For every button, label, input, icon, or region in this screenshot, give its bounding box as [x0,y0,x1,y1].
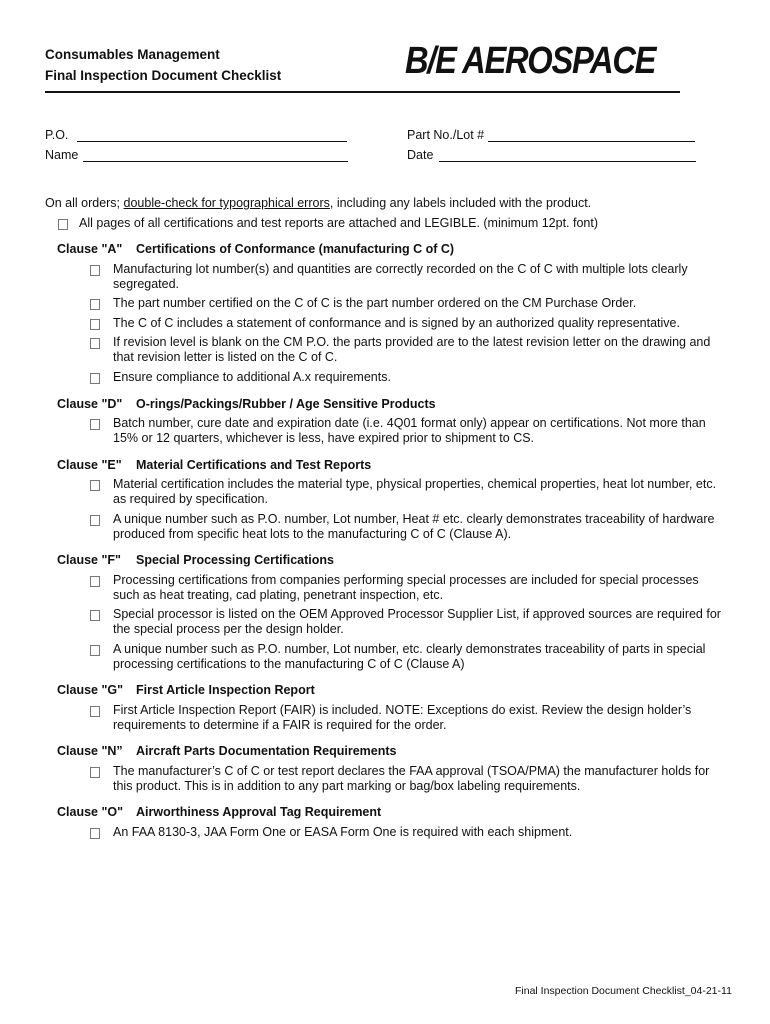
intro-prefix: On all orders; [45,196,124,210]
checkbox[interactable] [90,373,100,384]
date-field[interactable] [439,147,696,162]
checkbox[interactable] [90,645,100,656]
item-text: A unique number such as P.O. number, Lot number, Heat # etc. clearly demonstrates traceability of hardware produced from specific heat lots to the manufacturing C of C (Clause A). [113,512,715,541]
checkbox[interactable] [90,299,100,310]
item-text: Batch number, cure date and expiration date (i.e. 4Q01 format only) appear on certifications. Not more than 15% or 12 quarters, whichever is less, have expired prior to shipment to CS. [113,416,706,445]
item-text: Processing certifications from companies performing special processes are included for special processes such as heat treating, cad plating, penetrant inspection, etc. [113,573,699,602]
clause-id: Clause "O" [57,805,124,819]
clause-title: Airworthiness Approval Tag Requirement [136,805,382,819]
name-field[interactable] [83,147,348,162]
checkbox[interactable] [58,219,68,230]
checkbox[interactable] [90,480,100,491]
name-label: Name [45,148,79,162]
checkbox[interactable] [90,419,100,430]
checkbox[interactable] [90,265,100,276]
clause-id: Clause "A" [57,242,123,256]
item-text: Special processor is listed on the OEM Approved Processor Supplier List, if approved sources are required for the special process per the design holder. [113,607,721,636]
clause-id: Clause "D" [57,397,123,411]
checkbox[interactable] [90,610,100,621]
doc-title-line1: Consumables Management [45,47,220,62]
item-text: Material certification includes the material type, physical properties, chemical properties, heat lot number, etc. as required by specification. [113,477,717,506]
intro-emphasis: double-check for typographical errors [123,196,330,210]
clause-id: Clause "N” [57,744,123,758]
part-lot-label: Part No./Lot # [407,128,485,142]
clause-n-heading [57,744,396,758]
po-field[interactable] [77,127,347,142]
checkbox[interactable] [90,576,100,587]
clause-e-heading [57,458,371,472]
clause-id: Clause "G" [57,683,124,697]
checkbox[interactable] [90,338,100,349]
checkbox[interactable] [90,515,100,526]
clause-title: Aircraft Parts Documentation Requirements [136,744,397,758]
item-text: If revision level is blank on the CM P.O. the parts provided are to the latest revision letter on the drawing and that revision letter is listed on the C of C. [113,335,711,364]
part-lot-field[interactable] [488,127,695,142]
checkbox[interactable] [90,767,100,778]
doc-title-line2: Final Inspection Document Checklist [45,68,282,83]
intro-item-text: All pages of all certifications and test reports are attached and LEGIBLE. (minimum 12pt. font) [79,216,599,230]
item-text: Ensure compliance to additional A.x requirements. [113,370,391,384]
po-label: P.O. [45,128,69,142]
clause-o-heading [57,805,381,819]
item-text: A unique number such as P.O. number, Lot number, etc. clearly demonstrates traceability of parts in special processing certifications to the manufacturing C of C (Clause A) [113,642,706,671]
clause-g-heading [57,683,315,697]
date-label: Date [407,148,434,162]
clause-title: Special Processing Certifications [136,553,334,567]
clause-f-heading [57,553,334,567]
intro-suffix: , including any labels included with the product. [329,196,592,210]
clause-title: Material Certifications and Test Reports [136,458,372,472]
clause-id: Clause "F" [57,553,121,567]
intro-text [45,196,591,211]
company-logo: B/E AEROSPACE [405,40,656,82]
clause-id: Clause "E" [57,458,122,472]
clause-title: Certifications of Conformance (manufacturing C of C) [136,242,455,256]
item-text: First Article Inspection Report (FAIR) is included. NOTE: Exceptions do exist. Review the design holder’s requirements to determine if a FAIR is required for the order. [113,703,692,732]
item-text: An FAA 8130-3, JAA Form One or EASA Form One is required with each shipment. [113,825,573,839]
item-text: The C of C includes a statement of conformance and is signed by an authorized quality representative. [113,316,680,330]
item-text: Manufacturing lot number(s) and quantities are correctly recorded on the C of C with multiple lots clearly segregated. [113,262,688,291]
checkbox[interactable] [90,828,100,839]
footer-doc-id: Final Inspection Document Checklist_04-21-11 [515,985,732,997]
clause-a-heading [57,242,454,256]
clause-title: O-rings/Packings/Rubber / Age Sensitive Products [136,397,436,411]
header-divider [45,91,680,93]
item-text: The manufacturer’s C of C or test report declares the FAA approval (TSOA/PMA) the manufacturer holds for this product. This is in addition to any part marking or bag/box labeling requirements. [113,764,710,793]
clause-d-heading [57,397,436,411]
item-text: The part number certified on the C of C is the part number ordered on the CM Purchase Order. [113,296,637,310]
clause-title: First Article Inspection Report [136,683,315,697]
checkbox[interactable] [90,706,100,717]
checkbox[interactable] [90,319,100,330]
